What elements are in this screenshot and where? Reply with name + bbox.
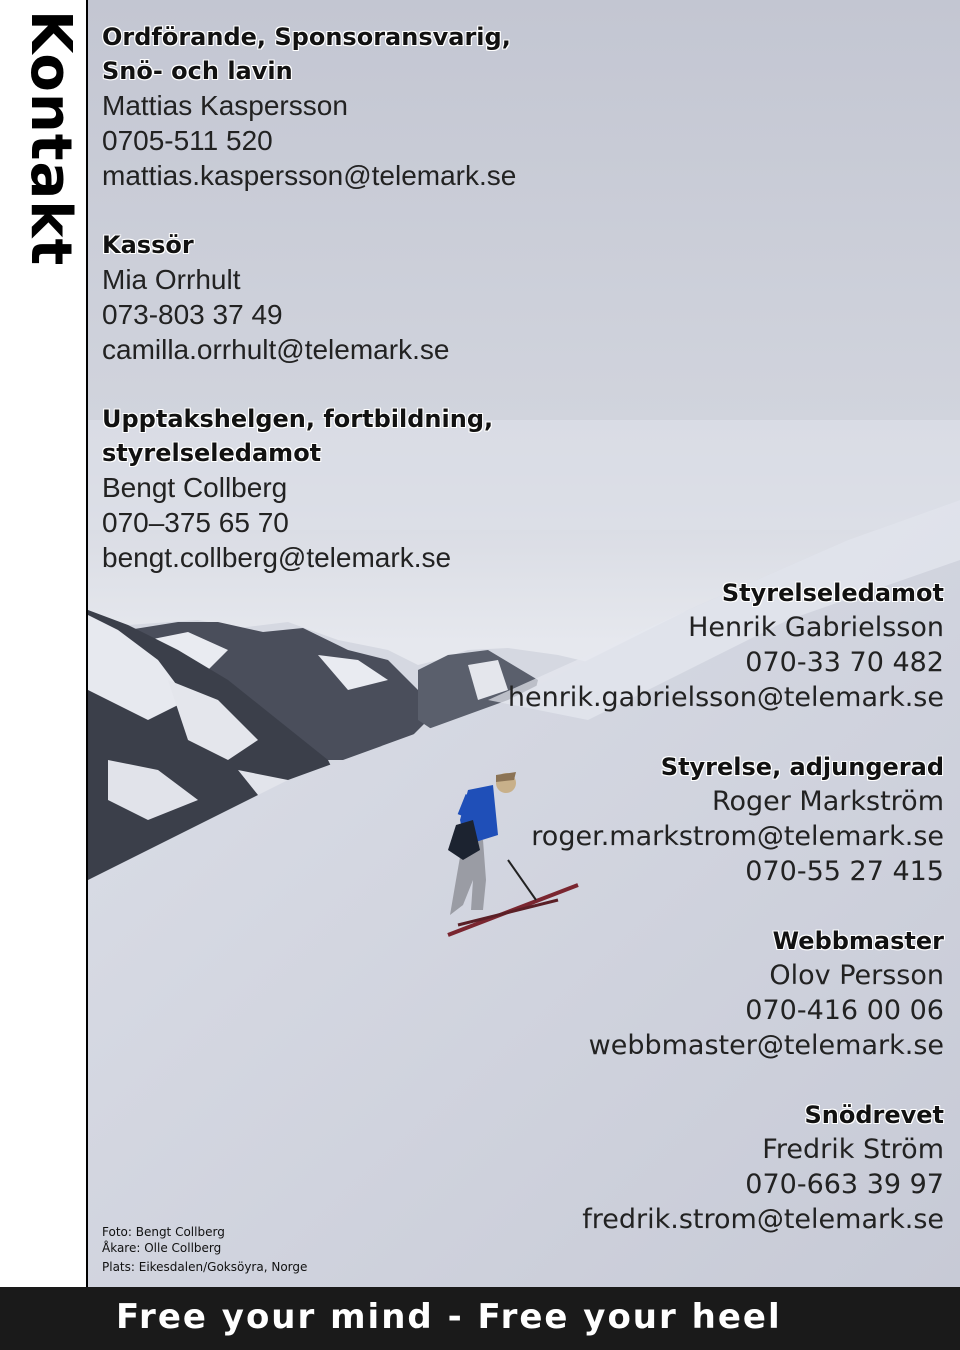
contact-phone: 0705-511 520 xyxy=(102,125,273,156)
side-title: Kontakt xyxy=(18,10,83,267)
contact-name: Bengt Collberg xyxy=(102,472,288,503)
contact-phone: 070-663 39 97 xyxy=(745,1169,944,1200)
contact-name: Roger Markström xyxy=(711,786,944,817)
contact-block-adjunct xyxy=(531,750,944,889)
credit-place: Plats: Eikesdalen/Goksöyra, Norge xyxy=(102,1260,308,1274)
contact-name: Mattias Kaspersson xyxy=(102,90,348,121)
credit-photographer: Foto: Bengt Collberg xyxy=(102,1225,225,1239)
contact-heading: Snödrevet xyxy=(804,1101,944,1129)
contact-heading: Snö- och lavin xyxy=(102,57,293,85)
contact-heading: Kassör xyxy=(102,231,194,259)
contact-email[interactable]: bengt.collberg@telemark.se xyxy=(102,542,452,573)
footer-slogan: Free your mind - Free your heel xyxy=(116,1297,782,1337)
photo-credits xyxy=(102,1224,307,1275)
contact-heading: Upptakshelgen, fortbildning, xyxy=(102,405,494,433)
contact-name: Fredrik Ström xyxy=(762,1134,944,1165)
contact-phone: 070–375 65 70 xyxy=(102,507,289,538)
contact-heading: Styrelse, adjungerad xyxy=(660,753,944,781)
contact-name: Henrik Gabrielsson xyxy=(688,612,944,643)
contact-heading: styrelseledamot xyxy=(102,439,322,467)
contact-phone: 073-803 37 49 xyxy=(102,299,283,330)
contact-phone: 070-55 27 415 xyxy=(745,856,944,887)
contact-block-board-member xyxy=(508,576,944,715)
side-strip xyxy=(0,0,88,1287)
credit-skier: Åkare: Olle Collberg xyxy=(102,1241,222,1255)
contact-block-treasurer xyxy=(102,228,449,367)
contact-email[interactable]: fredrik.strom@telemark.se xyxy=(582,1204,944,1235)
contact-phone: 070-416 00 06 xyxy=(745,995,944,1026)
contact-email[interactable]: webbmaster@telemark.se xyxy=(588,1030,944,1061)
contact-block-chair xyxy=(102,20,516,193)
contact-heading: Ordförande, Sponsoransvarig, xyxy=(102,23,511,51)
contact-heading: Webbmaster xyxy=(772,927,944,955)
footer-bar xyxy=(0,1287,960,1350)
contact-block-upptak xyxy=(102,402,493,575)
contact-email[interactable]: mattias.kaspersson@telemark.se xyxy=(102,160,517,191)
contact-email[interactable]: roger.markstrom@telemark.se xyxy=(531,821,944,852)
contact-block-snodrevet xyxy=(582,1098,944,1237)
contact-name: Mia Orrhult xyxy=(102,264,241,295)
contact-email[interactable]: camilla.orrhult@telemark.se xyxy=(102,334,450,365)
contact-name: Olov Persson xyxy=(769,960,944,991)
contact-block-webmaster xyxy=(589,924,944,1063)
contact-email[interactable]: henrik.gabrielsson@telemark.se xyxy=(507,682,944,713)
contact-heading: Styrelseledamot xyxy=(721,579,944,607)
contact-phone: 070-33 70 482 xyxy=(745,647,944,678)
